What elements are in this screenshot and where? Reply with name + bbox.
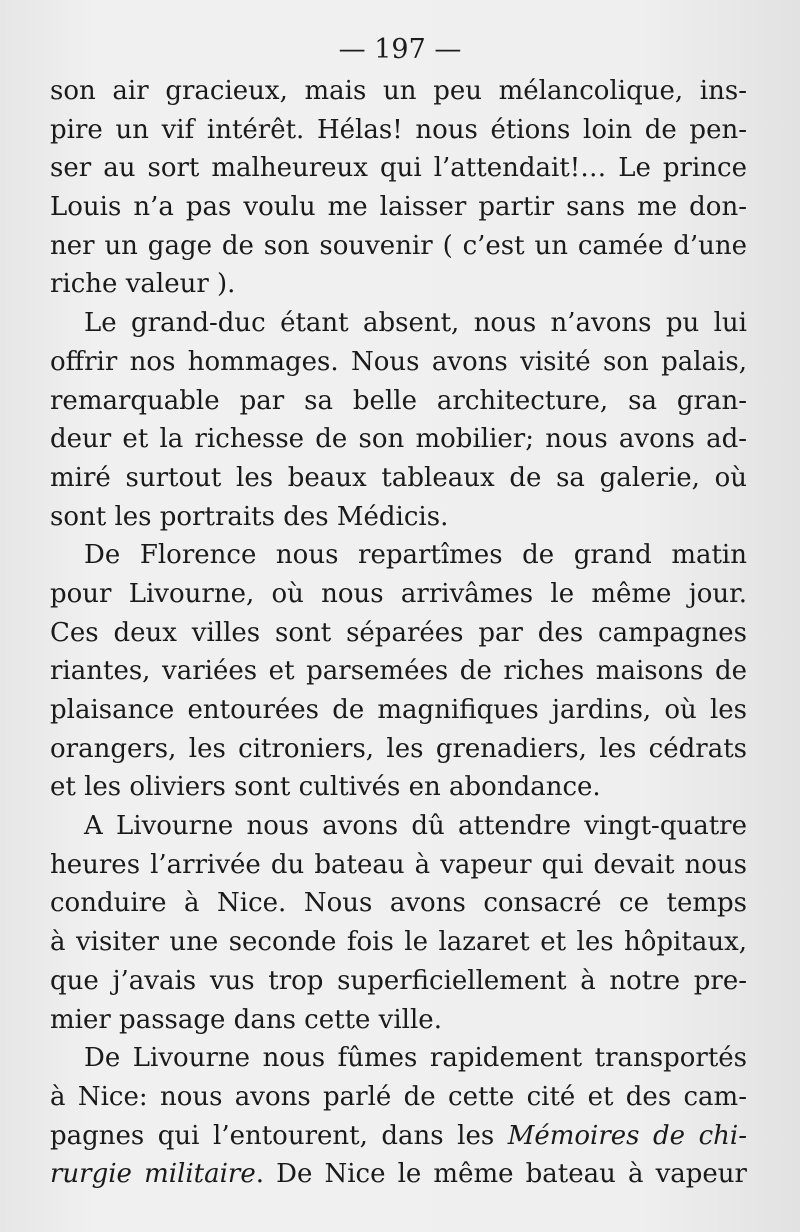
text-line: conduire à Nice. Nous avons consacré ce temps xyxy=(50,888,747,919)
body-text xyxy=(50,72,747,1194)
text-line: à visiter une seconde fois le lazaret et les hôpitaux, xyxy=(50,927,747,958)
italic-title: rurgie militaire xyxy=(50,1159,256,1190)
text-line: miré surtout les beaux tableaux de sa galerie, où xyxy=(50,462,747,493)
text-line: sont les portraits des Médicis. xyxy=(50,501,449,532)
text-line: mier passage dans cette ville. xyxy=(50,1004,442,1035)
text-line: que j’avais vus trop superficiellement à notre pre- xyxy=(50,965,747,996)
text-line: et les oliviers sont cultivés en abondance. xyxy=(50,772,601,803)
text-line: De Livourne nous fûmes rapidement transportés xyxy=(84,1043,747,1074)
text-line: riantes, variées et parsemées de riches maisons de xyxy=(50,656,747,687)
text-segment: pagnes qui l’entourent, dans les xyxy=(50,1120,508,1151)
text-line: son air gracieux, mais un peu mélancolique, ins- xyxy=(50,76,747,106)
text-line: pire un vif intérêt. Hélas! nous étions loin de pen- xyxy=(50,114,747,145)
text-line: à Nice: nous avons parlé de cette cité et des cam- xyxy=(50,1081,747,1112)
text-line: plaisance entourées de magnifiques jardins, où les xyxy=(50,695,747,725)
text-line: remarquable par sa belle architecture, sa gran- xyxy=(50,385,747,416)
text-line: orangers, les citroniers, les grenadiers, les cédrats xyxy=(50,733,747,764)
text-segment: . De Nice le même bateau à vapeur xyxy=(255,1159,747,1190)
text-line: A Livourne nous avons dû attendre vingt-quatre xyxy=(84,811,747,842)
text-line xyxy=(50,1117,747,1156)
text-line xyxy=(50,1155,747,1194)
text-line: pour Livourne, où nous arrivâmes le même jour. xyxy=(50,578,747,609)
page-number: — 197 — xyxy=(338,34,462,65)
text-line: heures l’arrivée du bateau à vapeur qui devait nous xyxy=(50,849,747,880)
italic-title: Mémoires de chi- xyxy=(507,1120,747,1151)
text-line: ser au sort malheureux qui l’attendait!… Le prince xyxy=(50,153,747,184)
text-line: Louis n’a pas voulu me laisser partir sans me don- xyxy=(50,192,747,223)
text-line: De Florence nous repartîmes de grand matin xyxy=(84,540,747,571)
text-line: riche valeur ). xyxy=(50,269,236,300)
text-line: Le grand-duc étant absent, nous n’avons pu lui xyxy=(84,308,747,339)
text-line: Ces deux villes sont séparées par des campagnes xyxy=(50,617,747,648)
text-line: ner un gage de son souvenir ( c’est un camée d’une xyxy=(50,230,747,261)
text-line: deur et la richesse de son mobilier; nous avons ad- xyxy=(50,424,747,455)
text-line: offrir nos hommages. Nous avons visité son palais, xyxy=(50,346,747,377)
